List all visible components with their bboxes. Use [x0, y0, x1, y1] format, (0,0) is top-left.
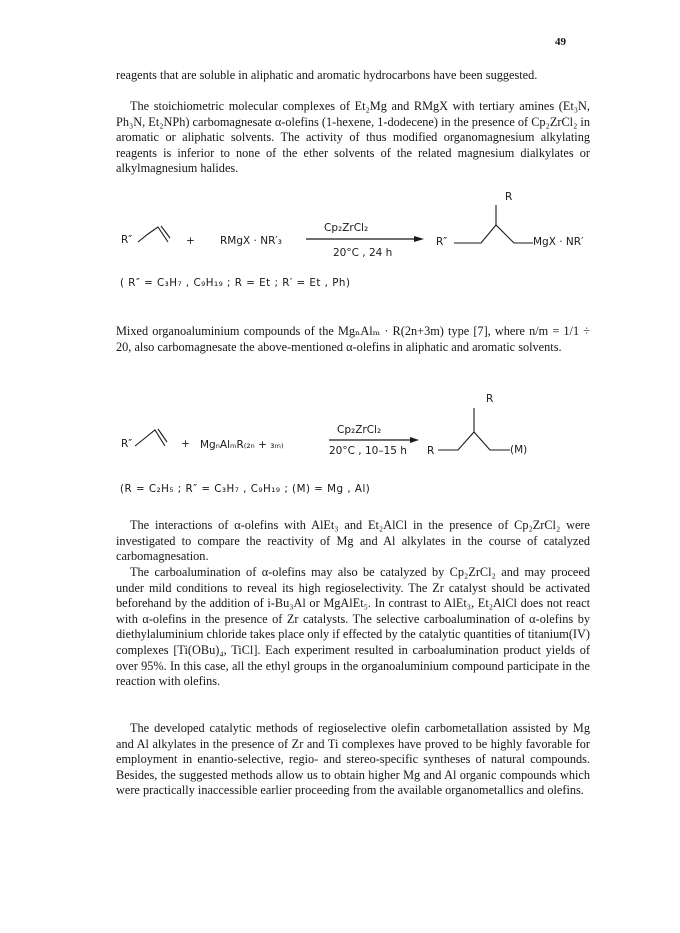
- scheme2-olefin-double-bond: [158, 429, 167, 442]
- scheme1-legend: ( R″ = C₃H₇ , C₉H₁₉ ; R = Et ; R′ = Et , Ph): [120, 277, 351, 289]
- scheme1-reagent: RMgX · NR′₃: [220, 235, 282, 247]
- paragraph-3: Mixed organoaluminium compounds of the MgₙAlₘ · R(2n+3m) type [7], where n/m = 1/1 ÷ 20, also carbomagnesate the above-mentioned α-olefins in aliphatic and aromatic solvents.: [116, 324, 590, 354]
- scheme2-conditions: 20°C , 10–15 h: [329, 445, 407, 457]
- scheme2-catalyst: Cp₂ZrCl₂: [337, 424, 382, 436]
- scheme-2-graphic: [0, 388, 680, 478]
- scheme1-product-bonds: [454, 225, 533, 243]
- scheme1-product-right: MgX · NR′: [533, 236, 584, 248]
- reaction-scheme-1: [0, 188, 680, 278]
- scheme1-olefin-label: R″: [121, 234, 133, 246]
- paragraph-6: The developed catalytic methods of regioselective olefin carbometallation assisted by Mg and Al alkylates in the presence of Zr and Ti complexes have proved to be highly favorable for employment in enantio-selective, regio- and stereo-specific syntheses of natural compounds. Besides, the suggested methods allow us to obtain higher Mg and Al organic compounds which were practically inaccessible earlier proceeding from the available organometallics and olefins.: [116, 721, 590, 798]
- scheme2-product-left: R: [427, 445, 435, 457]
- scheme2-arrowhead: [410, 437, 419, 443]
- scheme2-product-right: (M): [510, 444, 528, 456]
- reaction-scheme-2: [0, 388, 680, 478]
- paragraph-1: reagents that are soluble in aliphatic and aromatic hydrocarbons have been suggested.: [116, 68, 538, 82]
- scheme1-plus: +: [186, 235, 195, 247]
- scheme2-product-top: R: [486, 393, 494, 405]
- scheme2-plus: +: [181, 438, 190, 450]
- page-number: 49: [555, 36, 566, 48]
- scheme2-product-bonds: [438, 432, 510, 450]
- scheme1-arrowhead: [414, 236, 424, 242]
- scheme1-conditions: 20°C , 24 h: [333, 247, 393, 259]
- scheme2-legend: (R = C₂H₅ ; R″ = C₃H₇ , C₉H₁₉ ; (M) = Mg , Al): [120, 483, 371, 495]
- scheme1-product-left: R″: [436, 236, 448, 248]
- scheme2-reagent: MgₙAlₘR₍₂ₙ + ₃ₘ₎: [200, 439, 284, 451]
- paragraph-2: The stoichiometric molecular complexes of Et₂Mg and RMgX with tertiary amines (Et₃N, Ph₃N, Et₂NPh) carbomagnesate α-olefins (1-hexene, 1-dodecene) in the presence of Cp₂ZrCl₂ in aromatic or aliphatic solvents. The activity of thus modified organomagnesium alkylating reagents is inferior to none of the ether solvents of the related magnesium dialkylates or alkylmagnesium halides.: [116, 99, 590, 176]
- scheme2-olefin-label: R″: [121, 438, 133, 450]
- scheme-1-graphic: [0, 188, 680, 278]
- paragraph-5: The carboalumination of α-olefins may also be catalyzed by Cp₂ZrCl₂ and may proceed under mild conditions to reveal its high regioselectivity. The Zr catalyst should be activated beforehand by the addition of i-Bu₃Al or MgAlEt₅. In contrast to AlEt₃, Et₂AlCl does not react with α-olefins in the presence of Zr catalysts. The selective carboalumination of α-olefins by diethylaluminium chloride takes place only if effected by the catalytic quantities of titanium(IV) complexes [Ti(OBu)₄, TiCl]. Each experiment resulted in carboalumination product yields of over 95%. In this case, all the ethyl groups in the organoaluminium compound participate in the reaction with olefins.: [116, 565, 590, 689]
- scheme1-olefin-double-bond: [161, 226, 170, 238]
- scheme1-catalyst: Cp₂ZrCl₂: [324, 222, 369, 234]
- scheme1-product-top: R: [505, 191, 513, 203]
- paragraph-4: The interactions of α-olefins with AlEt₃ and Et₂AlCl in the presence of Cp₂ZrCl₂ were investigated to compare the reactivity of Mg and Al alkylates in the course of catalyzed carbomagnesation.: [116, 518, 590, 564]
